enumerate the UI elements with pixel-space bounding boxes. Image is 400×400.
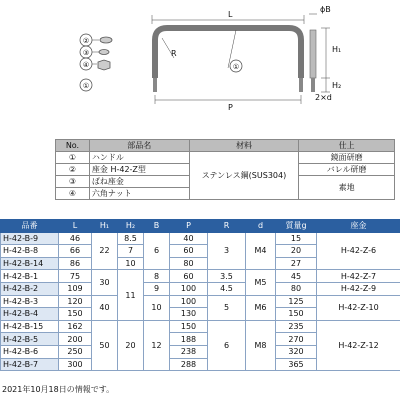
parts-row [56, 152, 395, 164]
parts-name: ばね座金 [89, 176, 189, 188]
spec-B: 6 [144, 232, 170, 270]
callout-2: ③ [82, 49, 90, 57]
handle-drawing-svg [0, 0, 400, 136]
side-view [310, 30, 316, 78]
spec-part-no: H-42-B-2 [1, 282, 59, 295]
spec-P: 238 [170, 345, 208, 358]
parts-name: 座金 H-42-Z型 [89, 164, 189, 176]
spec-header-B: B [144, 220, 170, 233]
spec-H2: 10 [118, 257, 144, 270]
spec-B: 10 [144, 295, 170, 320]
hex-nut-part [98, 60, 110, 70]
parts-header-name: 部品名 [89, 140, 189, 152]
parts-name: 六角ナット [89, 188, 189, 200]
spec-R: 3 [208, 232, 246, 270]
spec-header-part-no: 品番 [1, 220, 59, 233]
spec-part-no: H-42-B-6 [1, 345, 59, 358]
parts-finish: バレル研磨 [299, 164, 395, 176]
spec-washer: H-42-Z-10 [317, 295, 400, 320]
spec-header-H1: H₁ [92, 220, 118, 233]
parts-material: ステンレス鋼(SUS304) [189, 152, 299, 200]
spec-header-mass: 質量g [276, 220, 317, 233]
spec-mass: 15 [276, 232, 317, 245]
spec-L: 75 [59, 270, 92, 283]
dim-H2: H₂ [332, 81, 342, 90]
spec-L: 162 [59, 320, 92, 333]
spec-R: 6 [208, 320, 246, 370]
spec-part-no: H-42-B-4 [1, 308, 59, 321]
spec-mass: 320 [276, 345, 317, 358]
parts-header-row [56, 140, 395, 152]
spec-row [1, 282, 400, 295]
spec-mass: 235 [276, 320, 317, 333]
spec-B: 8 [144, 270, 170, 283]
spec-part-no: H-42-B-1 [1, 270, 59, 283]
spec-L: 250 [59, 345, 92, 358]
spec-d: M6 [246, 295, 276, 320]
spec-part-no: H-42-B-8 [1, 245, 59, 258]
spec-P: 288 [170, 358, 208, 371]
spec-H2: 7 [118, 245, 144, 258]
spec-P: 60 [170, 270, 208, 283]
spec-header-R: R [208, 220, 246, 233]
spec-header-d: d [246, 220, 276, 233]
parts-header-material: 材料 [189, 140, 299, 152]
dim-phiB: ϕB [320, 5, 331, 14]
spec-P: 40 [170, 232, 208, 245]
parts-name: ハンドル [89, 152, 189, 164]
spec-H1: 22 [92, 232, 118, 270]
spec-H1: 30 [92, 270, 118, 295]
spec-mass: 20 [276, 245, 317, 258]
spec-washer: H-42-Z-6 [317, 232, 400, 270]
spec-H2: 20 [118, 320, 144, 370]
technical-drawing [0, 0, 400, 136]
spec-H2: 8.5 [118, 232, 144, 245]
spec-L: 300 [59, 358, 92, 371]
spec-L: 46 [59, 232, 92, 245]
spec-L: 120 [59, 295, 92, 308]
spec-R: 5 [208, 295, 246, 320]
spec-P: 80 [170, 257, 208, 270]
spec-part-no: H-42-B-14 [1, 257, 59, 270]
parts-table [55, 139, 395, 200]
spec-R: 4.5 [208, 282, 246, 295]
spec-row [1, 232, 400, 245]
spec-mass: 365 [276, 358, 317, 371]
callout-1: ② [82, 37, 90, 45]
spec-part-no: H-42-B-7 [1, 358, 59, 371]
left-stud [153, 78, 157, 92]
spec-P: 188 [170, 333, 208, 346]
spec-L: 86 [59, 257, 92, 270]
callout-handle: ① [232, 63, 240, 71]
spec-header-H2: H₂ [118, 220, 144, 233]
spec-header-L: L [59, 220, 92, 233]
parts-no: ② [56, 164, 90, 176]
spec-washer: H-42-Z-7 [317, 270, 400, 283]
parts-header-finish: 仕上 [299, 140, 395, 152]
spec-mass: 150 [276, 308, 317, 321]
spec-B: 12 [144, 320, 170, 370]
spec-header-row [1, 220, 400, 233]
spec-table [0, 219, 400, 371]
parts-header-no: No. [56, 140, 90, 152]
spec-header-washer: 座金 [317, 220, 400, 233]
spec-part-no: H-42-B-15 [1, 320, 59, 333]
spec-header-P: P [170, 220, 208, 233]
parts-finish: 鏡面研磨 [299, 152, 395, 164]
spec-part-no: H-42-B-9 [1, 232, 59, 245]
spec-P: 130 [170, 308, 208, 321]
spec-B: 9 [144, 282, 170, 295]
spec-part-no: H-42-B-5 [1, 333, 59, 346]
spec-H2: 11 [118, 270, 144, 320]
spec-mass: 125 [276, 295, 317, 308]
spec-mass: 80 [276, 282, 317, 295]
callout-3: ④ [82, 61, 90, 69]
spec-washer: H-42-Z-9 [317, 282, 400, 295]
spec-d: M4 [246, 232, 276, 270]
washer-part [100, 37, 112, 43]
spec-R: 3.5 [208, 270, 246, 283]
parts-no: ④ [56, 188, 90, 200]
spec-mass: 27 [276, 257, 317, 270]
callout-4: ① [82, 82, 90, 90]
dim-H1: H₁ [332, 45, 342, 54]
spec-part-no: H-42-B-3 [1, 295, 59, 308]
spec-row [1, 320, 400, 333]
spec-L: 66 [59, 245, 92, 258]
parts-finish: 素地 [299, 176, 395, 200]
spec-d: M5 [246, 270, 276, 295]
spec-d: M8 [246, 320, 276, 370]
dim-d: 2×d [315, 93, 332, 102]
footnote: 2021年10月18日の情報です。 [2, 385, 115, 394]
parts-no: ① [56, 152, 90, 164]
spec-P: 150 [170, 320, 208, 333]
spec-H1: 50 [92, 320, 118, 370]
spec-L: 150 [59, 308, 92, 321]
side-stud [311, 78, 315, 92]
parts-no: ③ [56, 176, 90, 188]
handle-body [155, 28, 301, 78]
spring-washer-part [99, 50, 109, 55]
spec-P: 100 [170, 282, 208, 295]
spec-H1: 40 [92, 295, 118, 320]
spec-mass: 270 [276, 333, 317, 346]
right-stud [299, 78, 303, 92]
spec-washer: H-42-Z-12 [317, 320, 400, 370]
spec-row [1, 295, 400, 308]
spec-L: 109 [59, 282, 92, 295]
spec-L: 200 [59, 333, 92, 346]
dim-L: L [228, 10, 233, 19]
spec-row [1, 270, 400, 283]
dim-R: R [171, 49, 177, 58]
spec-mass: 45 [276, 270, 317, 283]
spec-P: 100 [170, 295, 208, 308]
dim-P: P [228, 103, 233, 112]
spec-P: 60 [170, 245, 208, 258]
